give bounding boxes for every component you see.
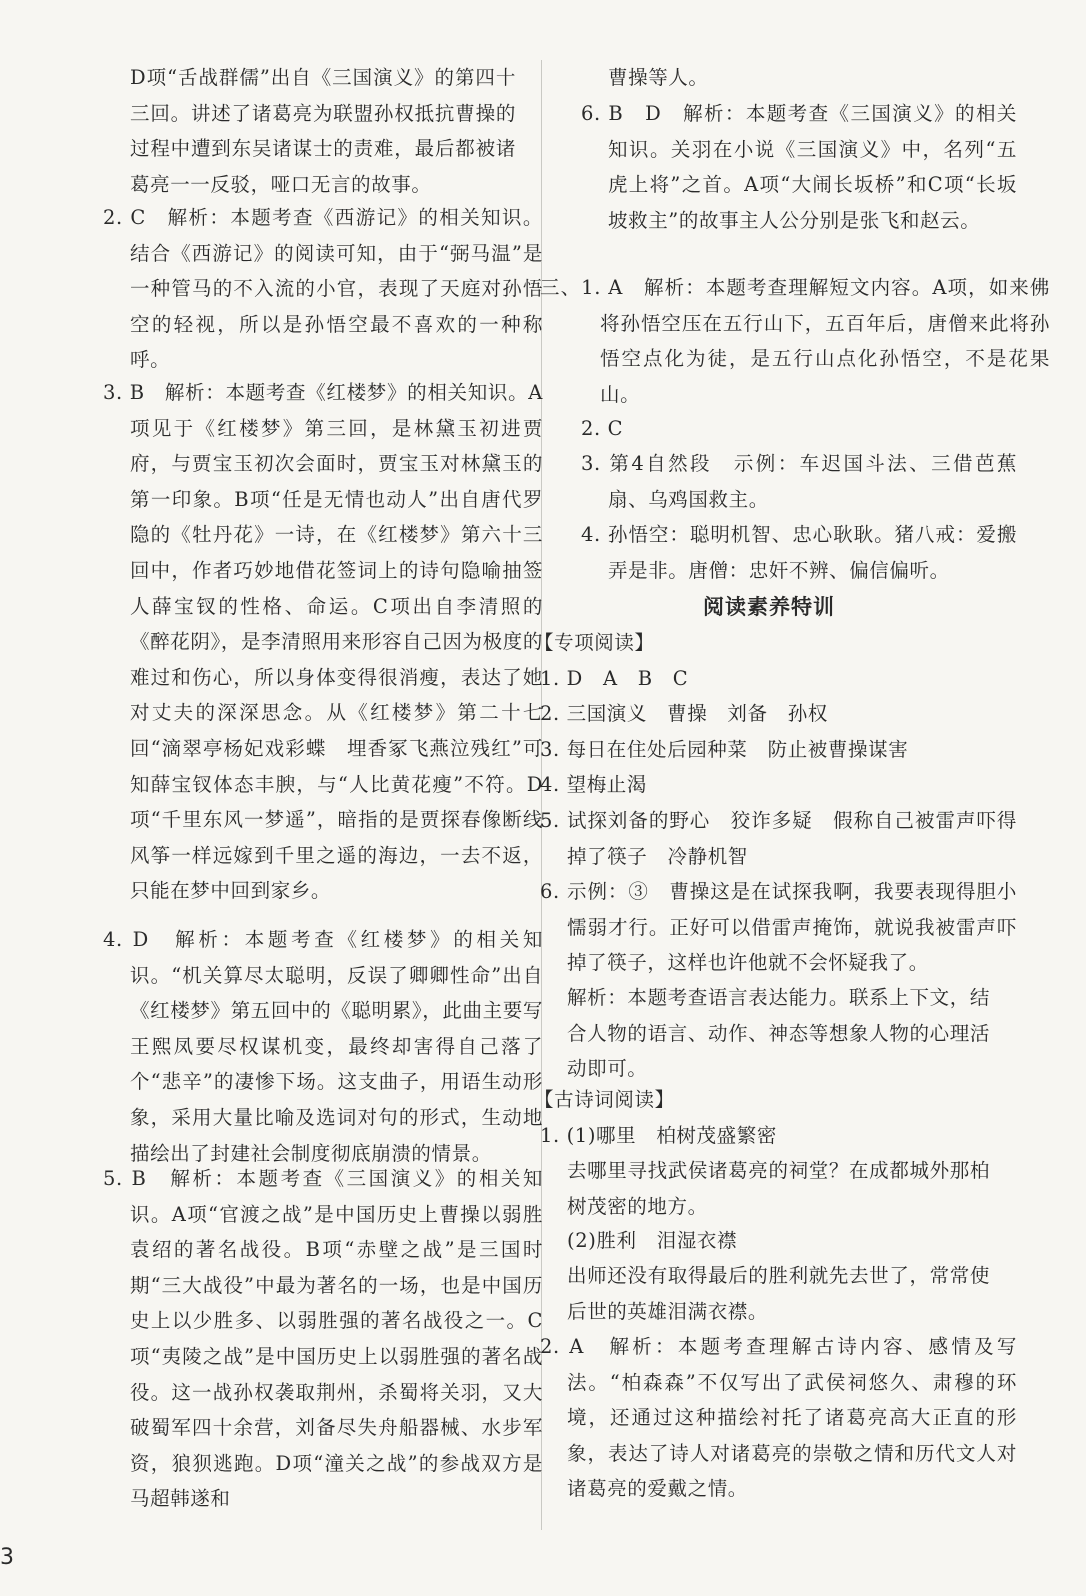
reading-answer-5: 5. 试探刘备的野心 狡诈多疑 假称自己被雷声吓得掉了筷子 冷静机智 — [540, 809, 1017, 868]
subsection-label-special-reading: 【专项阅读】 — [534, 631, 655, 654]
answer-6: 6. B D 解析：本题考查《三国演义》的相关知识。关羽在小说《三国演义》中，名列“五虎上将”之首。A项“大闹长坂桥”和C项“长坂坡救主”的故事主人公分别是张飞和赵云。 — [581, 102, 1017, 232]
section-3-answer-4: 4. 孙悟空：聪明机智、忠心耿耿。猪八戒：爱搬弄是非。唐僧：忠奸不辨、偏信偏听。 — [581, 523, 1017, 582]
answer-1-continued: D项“舌战群儒”出自《三国演义》的第四十三回。讲述了诸葛亮为联盟孙权抵抗曹操的过程中遭到东吴诸谋士的责难，最后都被诸葛亮一一反驳，哑口无言的故事。 — [130, 66, 516, 196]
reading-answer-2: 2. 三国演义 曹操 刘备 孙权 — [540, 702, 828, 725]
reading-answer-3: 3. 每日在住处后园种菜 防止被曹操谋害 — [540, 738, 909, 761]
subsection-label-ancient-poetry: 【古诗词阅读】 — [534, 1088, 675, 1111]
reading-answer-4: 4. 望梅止渴 — [540, 773, 648, 796]
answer-3: 3. B 解析：本题考查《红楼梦》的相关知识。A项见于《红楼梦》第三回，是林黛玉初进贾府，与贾宝玉初次会面时，贾宝玉对林黛玉的第一印象。B项“任是无情也动人”出自唐代罗隐的《牡丹花》一诗，在《红楼梦》第六十三回中，作者巧妙地借花签词上的诗句隐喻抽签人薛宝钗的性格、命运。C项出自李清照的《醉花阴》，是李清照用来形容自己因为极度的难过和伤心，所以身体变得很消瘦，表达了她对丈夫的深深思念。从《红楼梦》第二十七回“滴翠亭杨妃戏彩蝶 埋香冢飞燕泣残红”可知薛宝钗体态丰腴，与“人比黄花瘦”不符。D项“千里东风一梦遥”，暗指的是贾探春像断线风筝一样远嫁到千里之遥的海边，一去不返，只能在梦中回到家乡。 — [103, 381, 543, 903]
answer-2: 2. C 解析：本题考查《西游记》的相关知识。结合《西游记》的阅读可知，由于“弼马温”是一种管马的不入流的小官，表现了天庭对孙悟空的轻视，所以是孙悟空最不喜欢的一种称呼。 — [103, 206, 543, 372]
section-3-answer-3: 3. 第4自然段 示例：车迟国斗法、三借芭蕉扇、乌鸡国救主。 — [581, 452, 1017, 511]
section-heading: 阅读素养特训 — [703, 595, 835, 619]
poetry-answer-1-part-2-translation: 出师还没有取得最后的胜利就先去世了，常常使后世的英雄泪满衣襟。 — [567, 1264, 990, 1323]
reading-answer-6-analysis: 解析：本题考查语言表达能力。联系上下文，结合人物的语言、动作、神态等想象人物的心理活动即可。 — [567, 986, 990, 1081]
answer-4: 4. D 解析：本题考查《红楼梦》的相关知识。“机关算尽太聪明，反误了卿卿性命”出自《红楼梦》第五回中的《聪明累》，此曲主要写王熙凤要尽权谋机变，最终却害得自己落了个“悲辛”的凄惨下场。这支曲子，用语生动形象，采用大量比喻及选词对句的形式，生动地描绘出了封建社会制度彻底崩溃的情景。 — [103, 928, 543, 1165]
section-3-answer-2: 2. C — [581, 417, 624, 440]
poetry-answer-1-part-2: (2)胜利 泪湿衣襟 — [567, 1229, 738, 1252]
poetry-answer-2: 2. A 解析：本题考查理解古诗内容、感情及写法。“柏森森”不仅写出了武侯祠悠久、肃穆的环境，还通过这种描绘衬托了诸葛亮高大正直的形象，表达了诗人对诸葛亮的崇敬之情和历代文人对诸葛亮的爱戴之情。 — [540, 1335, 1017, 1501]
reading-answer-6: 6. 示例：③ 曹操这是在试探我啊，我要表现得胆小懦弱才行。正好可以借雷声掩饰，就说我被雷声吓掉了筷子，这样也许他就不会怀疑我了。 — [540, 880, 1017, 975]
section-3-answer-1: 三、1. A 解析：本题考查理解短文内容。A项，如来佛将孙悟空压在五行山下，五百年后，唐僧来此将孙悟空点化为徒，是五行山点化孙悟空，不是花果山。 — [540, 276, 1050, 406]
reading-answer-1: 1. D A B C — [540, 667, 689, 690]
answer-5-continued: 曹操等人。 — [608, 66, 709, 89]
poetry-answer-1-part-1: 1. (1)哪里 柏树茂盛繁密 — [540, 1124, 777, 1147]
poetry-answer-1-part-1-translation: 去哪里寻找武侯诸葛亮的祠堂？在成都城外那柏树茂密的地方。 — [567, 1159, 990, 1218]
page-number: 3 — [0, 1545, 14, 1570]
answer-5: 5. B 解析：本题考查《三国演义》的相关知识。A项“官渡之战”是中国历史上曹操以弱胜袁绍的著名战役。B项“赤壁之战”是三国时期“三大战役”中最为著名的一场，也是中国历史上以少胜多、以弱胜强的著名战役之一。C项“夷陵之战”是中国历史上以弱胜强的著名战役。这一战孙权袭取荆州，杀蜀将关羽，又大破蜀军四十余营，刘备尽失舟船器械、水步军资，狼狈逃跑。D项“潼关之战”的参战双方是马超韩遂和 — [103, 1167, 543, 1511]
